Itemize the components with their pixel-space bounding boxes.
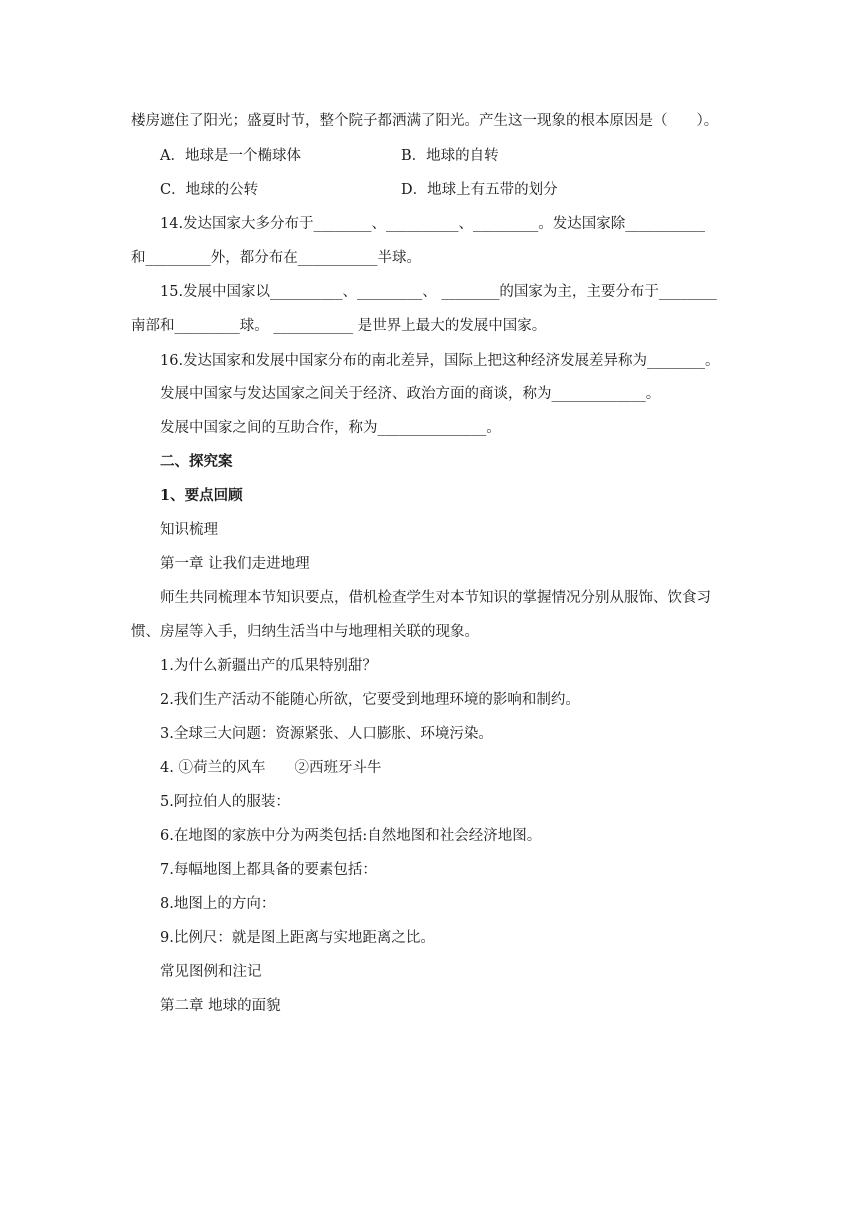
paragraph-line-2: 惯、房屋等入手，归纳生活当中与地理相关联的现象。 (131, 624, 479, 640)
option-d: D．地球上有五带的划分 (401, 182, 558, 198)
list-item: 9.比例尺：就是图上距离与实地距离之比。 (160, 930, 435, 946)
section-heading: 二、探究案 (160, 453, 233, 470)
option-a: A．地球是一个椭球体 (160, 148, 301, 164)
list-item: 7.每幅地图上都具备的要素包括： (160, 862, 377, 878)
list-item: 8.地图上的方向： (160, 896, 276, 912)
question-16-line-3: 发展中国家之间的互助合作，称为_______________。 (160, 420, 501, 436)
list-item: 5.阿拉伯人的服装： (160, 794, 290, 810)
chapter-2-title: 第二章 地球的面貌 (160, 998, 281, 1014)
question-14-line-2: 和_________外，都分布在___________半球。 (131, 250, 421, 266)
list-item: 4. ①荷兰的风车 ②西班牙斗牛 (160, 760, 382, 776)
legend-notes-label: 常见图例和注记 (160, 964, 262, 980)
question-15-line-1: 15.发展中国家以__________、_________、 ________的国家为主，主要分布于________ (160, 284, 717, 300)
chapter-1-title: 第一章 让我们走进地理 (160, 556, 310, 572)
list-item: 2.我们生产活动不能随心所欲，它要受到地理环境的影响和制约。 (160, 692, 580, 708)
option-c: C．地球的公转 (160, 182, 259, 198)
list-item: 1.为什么新疆出产的瓜果特别甜？ (160, 658, 377, 674)
question-15-line-2: 南部和_________球。 ___________ 是世界上最大的发展中国家。 (131, 318, 547, 334)
option-b: B．地球的自转 (401, 148, 499, 164)
question-13-stem: 楼房遮住了阳光；盛夏时节，整个院子都洒满了阳光。产生这一现象的根本原因是（ ）。 (131, 113, 719, 129)
paragraph-line-1: 师生共同梳理本节知识要点，借机检查学生对本节知识的掌握情况分别从服饰、饮食习 (160, 590, 711, 606)
question-14-line-1: 14.发达国家大多分布于________、__________、_________。发达国家除___________ (160, 216, 706, 232)
list-item: 3.全球三大问题：资源紧张、人口膨胀、环境污染。 (160, 726, 493, 742)
question-16-line-1: 16.发达国家和发展中国家分布的南北差异，国际上把这种经济发展差异称为________。 (160, 353, 720, 369)
knowledge-summary-label: 知识梳理 (160, 522, 218, 538)
question-16-line-2: 发展中国家与发达国家之间关于经济、政治方面的商谈，称为_____________。 (160, 386, 661, 402)
list-item: 6.在地图的家族中分为两类包括:自然地图和社会经济地图。 (160, 828, 542, 844)
subsection-heading: 1、要点回顾 (160, 487, 243, 504)
